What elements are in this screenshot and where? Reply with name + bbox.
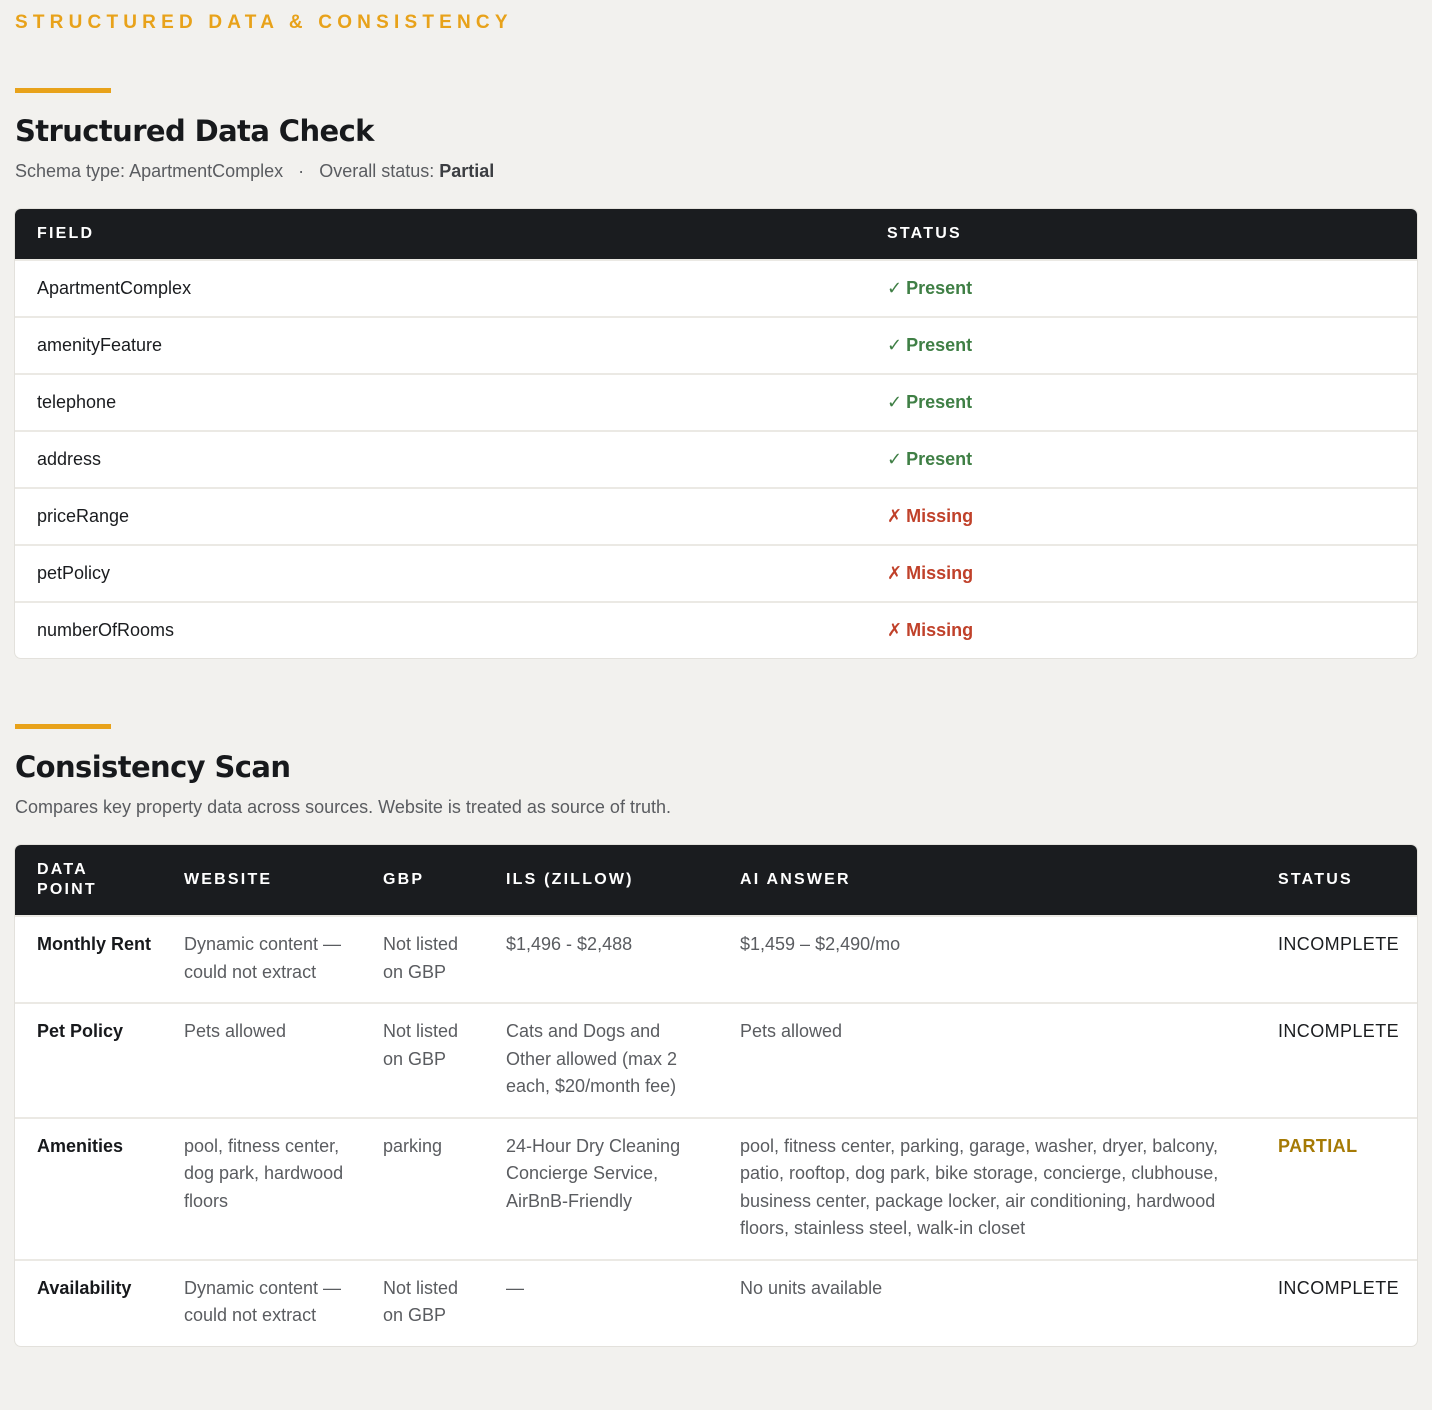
data-point-cell: Pet Policy (15, 1003, 162, 1118)
field-status (865, 317, 1417, 374)
table-row (15, 431, 1417, 488)
table-row (15, 916, 1417, 1003)
ai-answer-cell: pool, fitness center, parking, garage, washer, dryer, balcony, patio, rooftop, dog park, bike storage, concierge, clubhouse, business center, package locker, air conditioning, hardwood floors, stainless steel, walk-in closet (718, 1118, 1256, 1260)
overall-status-label: Overall status: (319, 161, 435, 181)
website-cell: Dynamic content — could not extract (162, 1260, 361, 1346)
status-cell: INCOMPLETE (1256, 916, 1417, 1003)
consistency-scan-title: Consistency Scan (15, 750, 291, 784)
ils-cell: — (484, 1260, 718, 1346)
ils-cell: Cats and Dogs and Other allowed (max 2 each, $20/month fee) (484, 1003, 718, 1118)
gbp-cell: Not listed on GBP (361, 1260, 484, 1346)
data-point-cell: Amenities (15, 1118, 162, 1260)
gbp-cell: Not listed on GBP (361, 916, 484, 1003)
structured-data-subtitle (15, 161, 494, 182)
column-header-status: STATUS (865, 209, 1417, 260)
schema-type-label: Schema type: (15, 161, 126, 181)
column-header-ils: ILS (ZILLOW) (484, 845, 718, 916)
data-point-cell: Monthly Rent (15, 916, 162, 1003)
field-status (865, 602, 1417, 658)
column-header-data-point: DATA POINT (15, 845, 162, 916)
structured-data-table-body (15, 260, 1417, 658)
table-row (15, 374, 1417, 431)
structured-data-table-card (15, 209, 1417, 658)
consistency-table-body (15, 916, 1417, 1346)
status-present (887, 392, 972, 412)
status-label: Missing (906, 563, 974, 583)
status-present (887, 335, 972, 355)
accent-bar (15, 724, 111, 729)
consistency-table-card (15, 845, 1417, 1346)
status-label: Missing (906, 620, 974, 640)
column-header-status: STATUS (1256, 845, 1417, 916)
ai-answer-cell: Pets allowed (718, 1003, 1256, 1118)
field-status (865, 545, 1417, 602)
status-label: Present (906, 392, 973, 412)
accent-bar (15, 88, 111, 93)
field-name: numberOfRooms (15, 602, 865, 658)
cross-icon: ✗ (887, 620, 903, 640)
status-missing (887, 563, 973, 583)
consistency-table (15, 845, 1417, 1346)
consistency-scan-subtitle: Compares key property data across sources. Website is treated as source of truth. (15, 797, 671, 817)
table-row (15, 1260, 1417, 1346)
status-label: Missing (906, 506, 974, 526)
check-icon: ✓ (887, 335, 903, 355)
status-label: Present (906, 278, 973, 298)
status-present (887, 449, 972, 469)
status-cell: PARTIAL (1256, 1118, 1417, 1260)
cross-icon: ✗ (887, 563, 903, 583)
table-row (15, 602, 1417, 658)
status-missing (887, 620, 973, 640)
website-cell: Dynamic content — could not extract (162, 916, 361, 1003)
status-cell: INCOMPLETE (1256, 1260, 1417, 1346)
status-missing (887, 506, 973, 526)
structured-data-title: Structured Data Check (15, 114, 374, 148)
data-point-cell: Availability (15, 1260, 162, 1346)
field-name: priceRange (15, 488, 865, 545)
table-row (15, 317, 1417, 374)
status-present (887, 278, 972, 298)
cross-icon: ✗ (887, 506, 903, 526)
field-name: amenityFeature (15, 317, 865, 374)
table-row (15, 1118, 1417, 1260)
field-name: petPolicy (15, 545, 865, 602)
overall-status-value: Partial (439, 161, 495, 181)
check-icon: ✓ (887, 278, 903, 298)
status-label: Present (906, 335, 973, 355)
table-header-row (15, 209, 1417, 260)
ai-answer-cell: $1,459 – $2,490/mo (718, 916, 1256, 1003)
schema-type-value: ApartmentComplex (129, 161, 284, 181)
status-cell: INCOMPLETE (1256, 1003, 1417, 1118)
field-status (865, 374, 1417, 431)
structured-data-table (15, 209, 1417, 658)
ils-cell: 24-Hour Dry Cleaning Concierge Service, AirBnB-Friendly (484, 1118, 718, 1260)
ils-cell: $1,496 - $2,488 (484, 916, 718, 1003)
column-header-ai-answer: AI ANSWER (718, 845, 1256, 916)
column-header-gbp: GBP (361, 845, 484, 916)
field-name: address (15, 431, 865, 488)
table-row (15, 1003, 1417, 1118)
table-header-row (15, 845, 1417, 916)
field-status (865, 488, 1417, 545)
table-row (15, 488, 1417, 545)
separator-dot: · (298, 161, 305, 181)
status-label: Present (906, 449, 973, 469)
gbp-cell: Not listed on GBP (361, 1003, 484, 1118)
field-status (865, 431, 1417, 488)
column-header-website: WEBSITE (162, 845, 361, 916)
table-row (15, 545, 1417, 602)
table-row (15, 260, 1417, 317)
column-header-field: FIELD (15, 209, 865, 260)
field-name: ApartmentComplex (15, 260, 865, 317)
ai-answer-cell: No units available (718, 1260, 1256, 1346)
check-icon: ✓ (887, 392, 903, 412)
website-cell: pool, fitness center, dog park, hardwood floors (162, 1118, 361, 1260)
check-icon: ✓ (887, 449, 903, 469)
field-name: telephone (15, 374, 865, 431)
section-eyebrow: STRUCTURED DATA & CONSISTENCY (15, 12, 513, 33)
field-status (865, 260, 1417, 317)
website-cell: Pets allowed (162, 1003, 361, 1118)
gbp-cell: parking (361, 1118, 484, 1260)
